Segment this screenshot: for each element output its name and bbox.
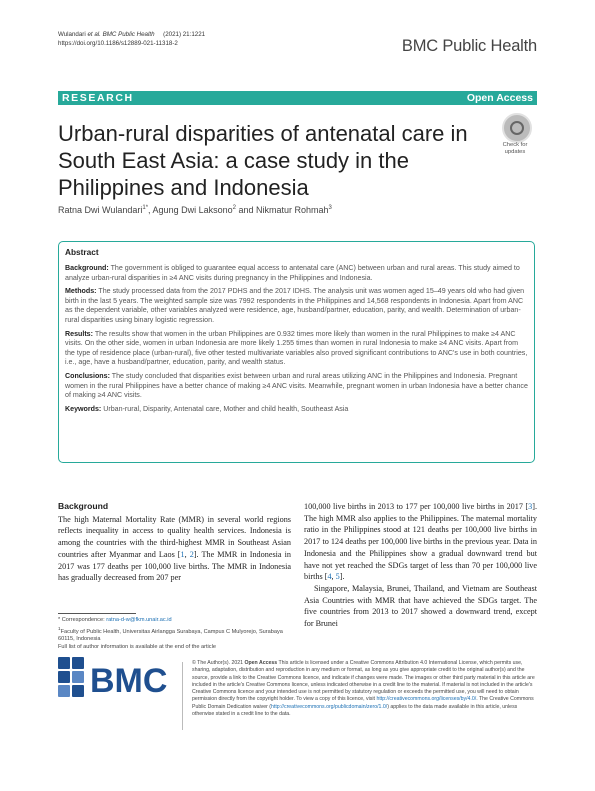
running-header [58, 30, 205, 48]
cc-license-link[interactable]: http://creativecommons.org/licenses/by/4.0/ [376, 696, 477, 703]
background-heading: Background [58, 501, 109, 511]
citation-link[interactable]: 4 [327, 572, 332, 582]
correspondence-email[interactable]: ratna-d-w@fkm.unair.ac.id [106, 617, 172, 623]
bmc-logo [58, 655, 178, 701]
crossmark-icon [502, 113, 532, 143]
affiliation: Faculty of Public Health, Universitas Airlangga Surabaya, Campus C Mulyorejo, Surabaya 60115, Indonesia [58, 628, 283, 643]
abstract-background: Background: The government is obliged to guarantee equal access to antenatal care (ANC) between urban and rural areas. This study aimed to analyze urban-rural disparities in ≥4 ANC visits during pregnancy in the Philippines and Indonesia. [65, 264, 520, 282]
body-paragraph: 100,000 live births in 2013 to 177 per 100,000 live births in 2017 [3]. The high MMR also applies to the Philippines. The maternal mortality ratio in the Philippines stood at 121 deaths per 100,000 live births in 2017 to 124 deaths per 100,000 live births in the previous year. Data in Indonesia and the Philippines show a gradual downward trend but have not yet reached the SDGs target of less than 70 per 100,000 live births [4, 5]. [304, 502, 537, 582]
license-notice: © The Author(s). 2021 Open Access This article is licensed under a Creative Commons Attribution 4.0 International License, which permits use, sharing, adaptation, distribution and reproduction in any medium or format, as long as you give appropriate credit to the original author(s) and the source, provide a link to the Creative Commons licence, and indicate if changes were made. The images or other third party material in this article are included in the article's Creative Commons licence, unless indicated otherwise in a credit line to the material. If material is not included in the article's Creative Commons licence and your intended use is not permitted by statutory regulation or exceeds the permitted use, you will need to obtain permission directly from the copyright holder. To view a copy of this licence, visit http://creativecommons.org/licenses/by/4.0/. The Creative Commons Public Domain Dedication waiver (http://creativecommons.org/publicdomain/zero/1.0/) applies to the data made available in this article, unless otherwise stated in a credit line to the data. [192, 660, 535, 718]
citation-link[interactable]: 2 [189, 549, 194, 559]
citation-journal: et al. BMC Public Health [85, 31, 155, 38]
author-list: Ratna Dwi Wulandari$^{1*}$, Agung Dwi Laksono$^2$ and Nikmatur Rohmah$^3$ [58, 205, 332, 215]
license-divider [182, 662, 183, 730]
abstract-heading: Abstract [65, 247, 99, 257]
cc-zero-link[interactable]: http://creativecommons.org/publicdomain/zero/1.0/ [271, 703, 388, 710]
article-title: Urban-rural disparities of antenatal care in South East Asia: a case study in the Philippines and Indonesia [58, 121, 468, 200]
author-name[interactable]: and Nikmatur Rohmah [235, 205, 329, 215]
journal-name: BMC Public Health [401, 37, 537, 55]
abstract-keywords: Keywords: Urban-rural, Disparity, Antenatal care, Mother and child health, Southeast Asia [65, 404, 349, 413]
abstract-methods: Methods: The study processed data from the 2017 PDHS and the 2017 IDHS. The analysis unit was women aged 15–49 years old who had given birth in the last 5 years. The weighted sample size was 7992 respondents in the Philippines and 14,568 respondents in Indonesia. Apart from ANC as the dependent variable, other variables analyzed were residence, age, husband/partner, education, parity, and wealth. Determination of urban-rural disparities using binary logistic regression. [65, 287, 525, 324]
check-for-updates-badge[interactable] [492, 113, 536, 157]
citation-link[interactable]: 5 [335, 572, 340, 582]
citation-authors: Wulandari [58, 31, 86, 38]
footnote-divider [58, 613, 136, 614]
abstract-box [58, 241, 535, 463]
section-bar [58, 91, 537, 105]
crossmark-label: Check for updates [502, 142, 528, 155]
correspondence-footnote: * Correspondence: ratna-d-w@fkm.unair.ac.id $^1$Faculty of Public Health, Universitas Airlangga Surabaya, Campus C Mulyorejo, Surabaya 60115, Indonesia Full list of author information is available at the end of the article [58, 617, 293, 651]
doi-link[interactable]: https://doi.org/10.1186/s12889-021-11318-2 [58, 40, 178, 47]
author-name[interactable]: Ratna Dwi Wulandari [58, 205, 143, 215]
open-access-label: Open Access [466, 92, 533, 104]
bmc-logo-text: BMC [90, 662, 168, 700]
body-paragraph: The high Maternal Mortality Rate (MMR) in several world regions reflects inequality in access to quality health services. Indonesia is among the countries with the third-highest MMR in Southeast Asian countries after Myanmar and Laos [1, 2]. The MMR in Indonesia in 2017 was 177 deaths per 100,000 live births. The MMR in Indonesia has gradually decreased from 207 per [58, 514, 291, 583]
abstract-conclusions: Conclusions: The study concluded that disparities exist between urban and rural areas utilizing ANC in the Philippines and Indonesia. Pregnant women in the rural Philippines have a better chance of making ≥4 ANC visits. Meanwhile, pregnant women in urban Indonesia have a better chance of making ≥4 ANC visits. [65, 371, 528, 400]
full-author-info-note: Full list of author information is available at the end of the article [58, 643, 216, 650]
body-column-left [58, 501, 291, 584]
abstract-results: Results: The results show that women in the urban Philippines are 0.932 times more likely than women in the rural Philippines to make ≥4 ANC visits. On the other side, women in urban Indonesia are more likely 1.255 times than women in rural Indonesia to make ≥4 ANC visits. Apart from the type of residence place (urban-rural), five other tested multivariate variables also proved significant contributions to ANC's use in both countries, i.e., age, have a husband/partner, education, parity, and wealth status. [65, 329, 528, 367]
section-label: RESEARCH [62, 92, 134, 104]
citation-link[interactable]: 1 [180, 549, 185, 559]
citation-year-volume: (2021) 21:1221 [163, 31, 206, 38]
citation-link[interactable]: 3 [528, 502, 533, 511]
author-name[interactable]: , Agung Dwi Laksono [148, 205, 233, 215]
body-column-right [304, 501, 537, 630]
body-paragraph: Singapore, Malaysia, Brunei, Thailand, and Vietnam are Southeast Asia Countries with MMR that have achieved the SDGs target. The five countries from 2013 to 2017 showed a downward trend, except for Brunei [304, 583, 537, 629]
